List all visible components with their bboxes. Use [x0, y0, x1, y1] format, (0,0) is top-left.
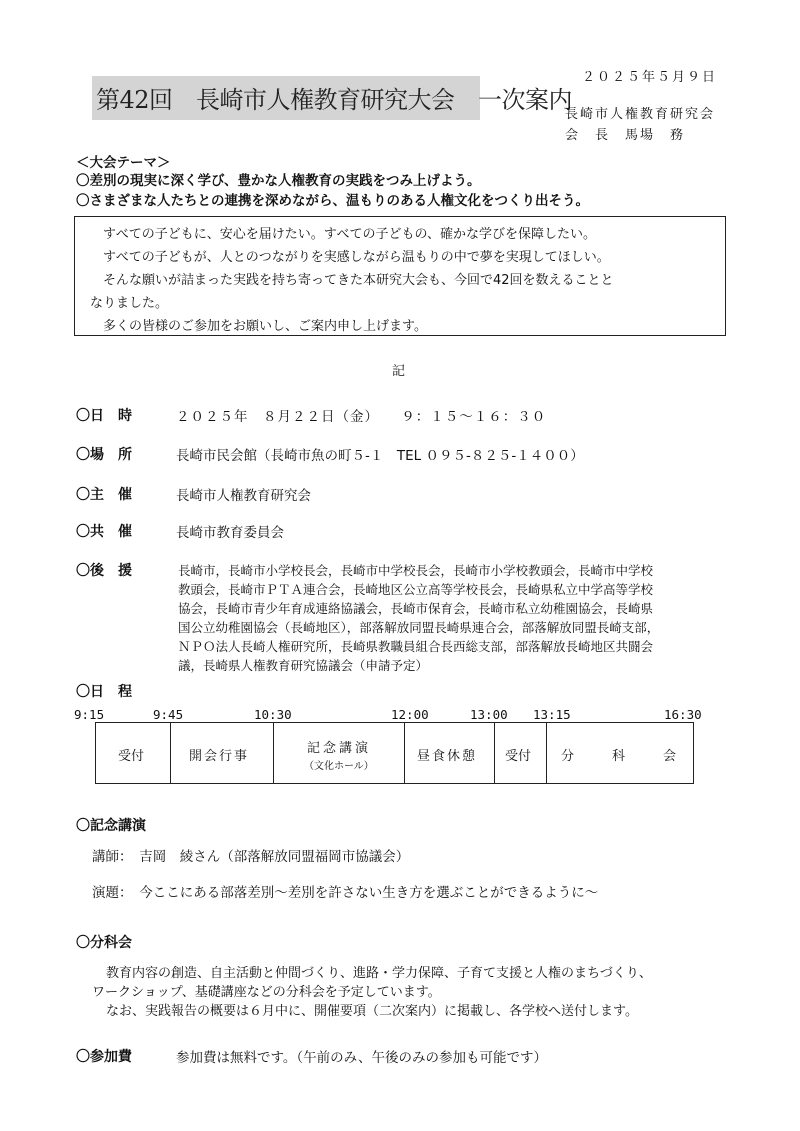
message-line-5: 多くの皆様のご参加をお願いし、ご案内申し上げます。 — [103, 319, 427, 334]
schedule-lecture-venue: （文化ホール） — [304, 761, 374, 772]
fee-heading: 〇参加費 — [76, 1049, 132, 1065]
message-line-3: そんな願いが詰まった実践を持ち寄ってきた本研究大会も、今回で42回を数えることと — [103, 273, 614, 288]
theme-line-1: 〇差別の現実に深く学び、豊かな人権教育の実践をつみ上げよう。 — [76, 173, 481, 189]
support-line-1: 長崎市，長崎市小学校長会，長崎市中学校長会，長崎市小学校教頭会，長崎市中学校 — [178, 563, 654, 578]
schedule-cell-sessions — [547, 723, 693, 783]
time-label: 10:30 — [254, 707, 292, 722]
time-label: 12:00 — [391, 707, 429, 722]
president-name: 会 長 馬場 務 — [565, 128, 686, 143]
support-line-5: ＮＰＯ法人長崎人権研究所，長崎県教職員組合長西総支部，部落解放長崎地区共闘会 — [178, 639, 654, 654]
host-label: 〇主 催 — [76, 487, 132, 503]
sessions-heading: 〇分科会 — [76, 935, 132, 951]
issue-date: ２０２５年５月９日 — [582, 70, 718, 85]
support-label: 〇後 援 — [76, 563, 132, 579]
schedule-cell-opening — [171, 723, 274, 783]
fee-text: 参加費は無料です。（午前のみ、午後のみの参加も可能です） — [176, 1050, 547, 1066]
time-label: 9:15 — [74, 707, 105, 722]
sessions-line-2: ワークショップ、基礎講座などの分科会を予定しています。 — [92, 985, 441, 1000]
time-label: 9:45 — [153, 707, 184, 722]
page-title: 第42回 長崎市人権教育研究大会 一次案内 — [96, 86, 573, 114]
ki-mark: 記 — [392, 364, 406, 379]
schedule-cell-reception-2 — [495, 723, 547, 783]
place-value: 長崎市民会館（長崎市魚の町５-１ TEL ０９５-８２５-１４００） — [176, 448, 584, 464]
lecture-topic: 演題： 今ここにある部落差別～差別を許さない生き方を選ぶことができるように～ — [92, 885, 599, 901]
cohost-label: 〇共 催 — [76, 524, 132, 540]
support-line-3: 協会，長崎市青少年育成連絡協議会，長崎市保育会，長崎市私立幼稚園協会，長崎県 — [178, 601, 654, 616]
theme-line-2: 〇さまざまな人たちとの連携を深めながら、温もりのある人権文化をつくり出そう。 — [76, 193, 589, 209]
schedule-label: 〇日 程 — [76, 684, 132, 700]
time-label: 13:00 — [470, 707, 508, 722]
schedule-item-label: 記念講演 — [307, 741, 372, 756]
schedule-item-label: 分 科 会 — [561, 749, 681, 764]
support-line-6: 議，長崎県人権教育研究協議会（申請予定） — [178, 658, 429, 673]
message-box — [74, 216, 726, 336]
schedule-cell-lecture — [274, 723, 405, 783]
schedule-table — [95, 722, 694, 784]
sessions-line-1: 教育内容の創造、自主活動と仲間づくり、進路・学力保障、子育て支援と人権のまちづくり、 — [106, 966, 652, 981]
support-line-4: 国公立幼稚園協会（長崎地区），部落解放同盟長崎県連合会，部落解放同盟長崎支部， — [178, 620, 660, 635]
date-value: ２０２５年 ８月２２日（金） ９：１５～１６：３０ — [176, 409, 547, 425]
organization-name: 長崎市人権教育研究会 — [565, 107, 716, 122]
message-line-1: すべての子どもに、安心を届けたい。すべての子どもの、確かな学びを保障したい。 — [103, 227, 596, 242]
message-line-2: すべての子どもが、人とのつながりを実感しながら温もりの中で夢を実現してほしい。 — [103, 250, 610, 265]
time-label: 13:15 — [533, 707, 571, 722]
host-value: 長崎市人権教育研究会 — [176, 488, 311, 504]
message-line-4: なりました。 — [90, 296, 169, 311]
schedule-item-label: 受付 — [118, 749, 145, 764]
lecture-heading: 〇記念講演 — [76, 818, 146, 834]
lecture-speaker: 講師： 吉岡 綾さん（部落解放同盟福岡市協議会） — [92, 849, 410, 865]
cohost-value: 長崎市教育委員会 — [176, 525, 284, 541]
time-label: 16:30 — [664, 707, 702, 722]
place-label: 〇場 所 — [76, 447, 132, 463]
schedule-item-label: 開会行事 — [189, 749, 250, 764]
schedule-cell-reception — [96, 723, 171, 783]
support-line-2: 教頭会，長崎市ＰＴＡ連合会，長崎地区公立高等学校長会，長崎県私立中学高等学校 — [178, 582, 654, 597]
sessions-line-3: なお、実践報告の概要は６月中に、開催要項（二次案内）に掲載し、各学校へ送付します。 — [106, 1004, 638, 1019]
date-label: 〇日 時 — [76, 408, 132, 424]
schedule-cell-lunch — [405, 723, 495, 783]
theme-heading: ＜大会テーマ＞ — [76, 155, 171, 171]
schedule-item-label: 昼食休憩 — [417, 749, 478, 764]
schedule-item-label: 受付 — [505, 749, 532, 764]
